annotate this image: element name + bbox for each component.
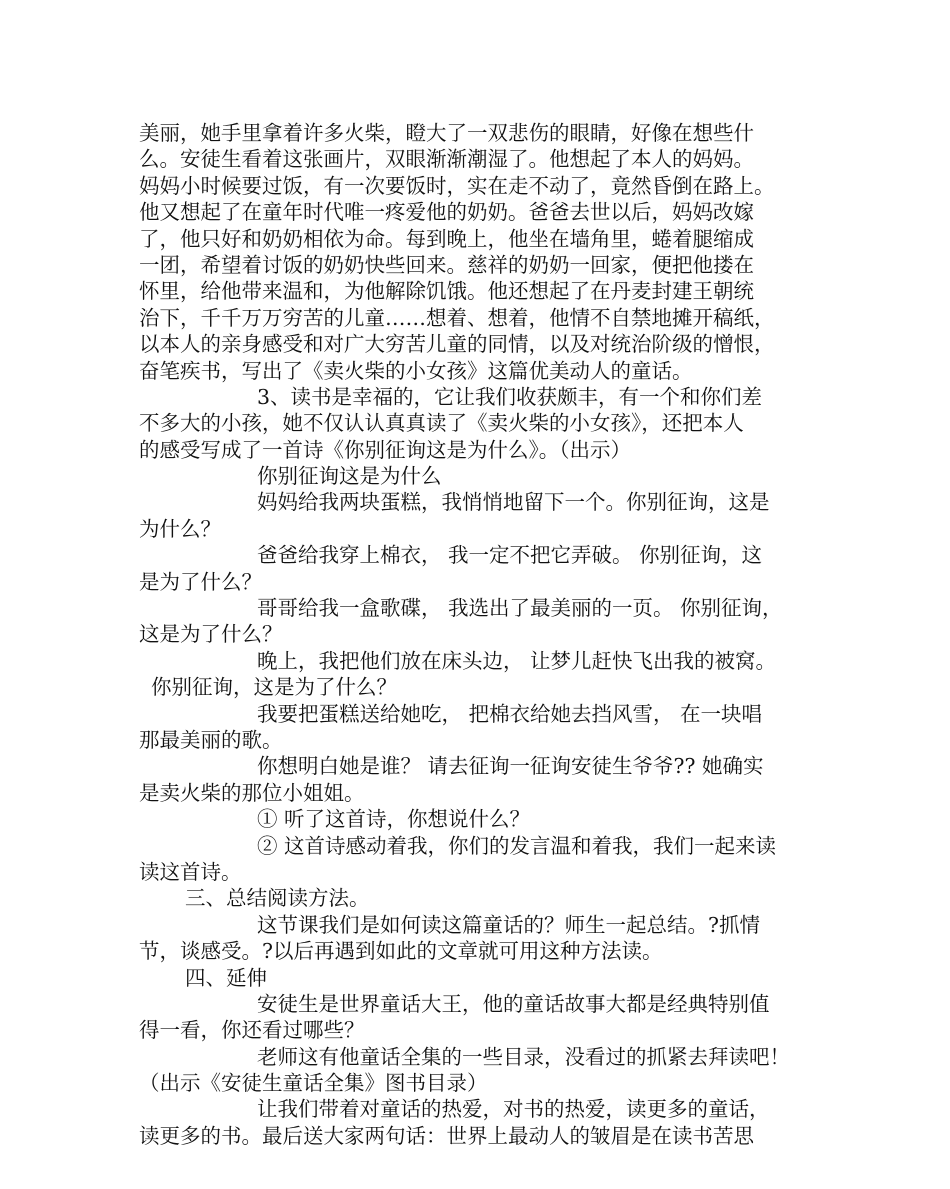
poem-title: 你别征询这是为什么 <box>257 464 442 489</box>
section-heading: 四、延伸 <box>185 965 267 990</box>
text-line: 安徒生是世界童话大王，他的童话故事大都是经典特别值 <box>257 991 770 1016</box>
text-line: 治下，千千万万穷苦的儿童……想着、想着，他情不自禁地摊开稿纸， <box>139 305 775 330</box>
text-line: 3、读书是幸福的，它让我们收获颇丰，有一个和你们差 <box>257 384 763 409</box>
text-line: 一团，希望着讨饭的奶奶快些回来。慈祥的奶奶一回家，便把他搂在 <box>139 252 754 277</box>
text-line: 美丽，她手里拿着许多火柴，瞪大了一双悲伤的眼睛，好像在想些什 <box>139 121 754 145</box>
text-line: 了，他只好和奶奶相依为命。每到晚上，他坐在墙角里，蜷着腿缩成 <box>139 226 754 251</box>
text-line: 怀里，给他带来温和，为他解除饥饿。他还想起了在丹麦封建王朝统 <box>139 279 754 304</box>
text-line: 他又想起了在童年时代唯一疼爱他的奶奶。爸爸去世以后，妈妈改嫁 <box>139 200 754 225</box>
text-line: 的感受写成了一首诗《你别征询这是为什么》。（出示） <box>139 437 631 462</box>
text-line: 奋笔疾书，写出了《卖火柴的小女孩》这篇优美动人的童话。 <box>139 358 693 383</box>
text-line: 是为了什么？ <box>139 569 262 594</box>
text-line: 那最美丽的歌。 <box>139 727 283 752</box>
text-line: 爸爸给我穿上棉衣， 我一定不把它弄破。 你别征询，这 <box>257 543 763 568</box>
text-line: 老师这有他童话全集的一些目录，没看过的抓紧去拜读吧！ <box>257 1044 790 1069</box>
text-line: 你想明白她是谁？ 请去征询一征询安徒生爷爷?? 她确实 <box>257 754 764 779</box>
text-line: 读更多的书。最后送大家两句话：世界上最动人的皱眉是在读书苦思 <box>139 1123 754 1148</box>
text-line: ① 听了这首诗，你想说什么？ <box>257 807 531 832</box>
text-line: 么。安徒生看着这张画片，双眼渐渐潮湿了。他想起了本人的妈妈。 <box>139 147 754 172</box>
text-line: 哥哥给我一盒歌碟， 我选出了最美丽的一页。 你别征询， <box>257 596 783 621</box>
text-line: 节，谈感受。?以后再遇到如此的文章就可用这种方法读。 <box>139 939 663 964</box>
text-line: 这节课我们是如何读这篇童话的？师生一起总结。?抓情 <box>257 912 760 937</box>
text-line: 是卖火柴的那位小姐姐。 <box>139 780 365 805</box>
text-line: （出示《安徒生童话全集》图书目录） <box>139 1071 488 1096</box>
text-line: 我要把蛋糕送给她吃， 把棉衣给她去挡风雪， 在一块唱 <box>257 701 763 726</box>
text-line: 得一看，你还看过哪些？ <box>139 1018 365 1043</box>
text-line: 晚上，我把他们放在床头边， 让梦儿赶快飞出我的被窝。 <box>257 648 777 673</box>
text-line: 读这首诗。 <box>139 859 242 884</box>
text-line: 妈妈给我两块蛋糕，我悄悄地留下一个。你别征询，这是 <box>257 490 770 515</box>
text-line: 妈妈小时候要过饭，有一次要饭时，实在走不动了，竟然昏倒在路上。 <box>139 173 775 198</box>
text-line: 不多大的小孩，她不仅认认真真读了《卖火柴的小女孩》，还把本人 <box>139 411 744 436</box>
text-line: 以本人的亲身感受和对广大穷苦儿童的同情，以及对统治阶级的憎恨， <box>139 332 775 357</box>
section-heading: 三、总结阅读方法。 <box>185 886 370 911</box>
text-line: ② 这首诗感动着我，你们的发言温和着我，我们一起来读 <box>257 833 777 858</box>
text-line: 你别征询，这是为了什么？ <box>151 675 397 700</box>
text-line: 为什么？ <box>139 516 221 541</box>
text-line: 这是为了什么？ <box>139 622 283 647</box>
body-text <box>139 120 829 1149</box>
text-line: 让我们带着对童话的热爱，对书的热爱，读更多的童话， <box>257 1097 770 1122</box>
